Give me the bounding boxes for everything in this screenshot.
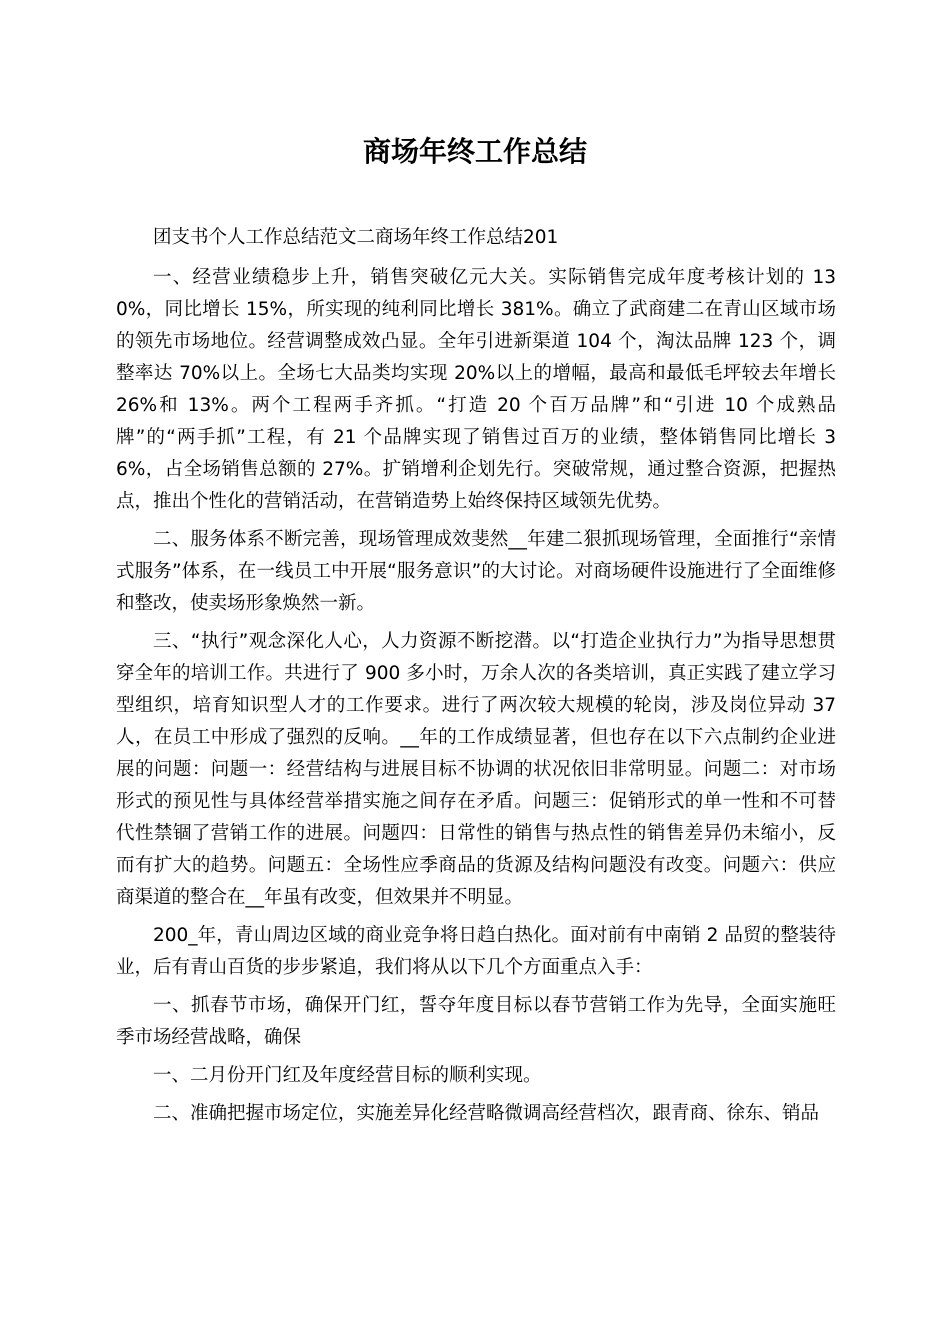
paragraph-jan-feb: 一、二月份开门红及年度经营目标的顺利实现。 (153, 1065, 542, 1086)
document-body (116, 222, 836, 1136)
paragraph-market-positioning: 二、准确把握市场定位，实施差异化经营略微调高经营档次，跟青商、徐东、销品 (153, 1103, 820, 1124)
paragraph-service-system: 二、服务体系不断完善，现场管理成效斐然__年建二狠抓现场管理，全面推行“亲情式服务”体系，在一线员工中开展“服务意识”的大讨论。对商场硬件设施进行了全面维修和整改，使卖场形象焕然一新。 (116, 529, 836, 614)
paragraph-spring-festival: 一、抓春节市场，确保开门红，誓夺年度目标以春节营销工作为先导，全面实施旺季市场经营战略，确保 (116, 995, 836, 1048)
document-title: 商场年终工作总结 (362, 135, 587, 168)
paragraph-intro: 团支书个人工作总结范文二商场年终工作总结201 (153, 227, 559, 248)
paragraph-execution-hr: 三、“执行”观念深化人心，人力资源不断挖潜。以“打造企业执行力”为指导思想贯穿全年的培训工作。共进行了 900 多小时，万余人次的各类培训，真正实践了建立学习型组织，培育知识型人才的工作要求。进行了两次较大规模的轮岗，涉及岗位异动 37 人，在员工中形成了强烈的反响。__年的工作成绩显著，但也存在以下六点制约企业进展的问题：问题一：经营结构与进展目标不协调的状况依旧非常明显。问题二：对市场形式的预见性与具体经营举措实施之间存在矛盾。问题三：促销形式的单一性和不可替代性禁锢了营销工作的进展。问题四：日常性的销售与热点性的销售差异仍未缩小，反而有扩大的趋势。问题五：全场性应季商品的货源及结构问题没有改变。问题六：供应商渠道的整合在__年虽有改变，但效果并不明显。 (116, 631, 836, 908)
paragraph-business-performance: 一、经营业绩稳步上升，销售突破亿元大关。实际销售完成年度考核计划的 130%，同比增长 15%，所实现的纯利同比增长 381%。确立了武商建二在青山区域市场的领先市场地位。经营调整成效凸显。全年引进新渠道 104 个，淘汰品牌 123 个，调整率达 70%以上。全场七大品类均实现 20%以上的增幅，最高和最低毛坪较去年增长 26%和 13%。两个工程两手齐抓。“打造 20 个百万品牌”和“引进 10 个成熟品牌”的“两手抓”工程，有 21 个品牌实现了销售过百万的业绩，整体销售同比增长 36%，占全场销售总额的 27%。扩销增利企划先行。突破常规，通过整合资源，把握热点，推出个性化的营销活动，在营销造势上始终保持区域领先优势。 (116, 267, 836, 512)
paragraph-competition: 200_年，青山周边区域的商业竞争将日趋白热化。面对前有中南销 2 品贸的整装待业，后有青山百货的步步紧追，我们将从以下几个方面重点入手： (116, 925, 836, 978)
